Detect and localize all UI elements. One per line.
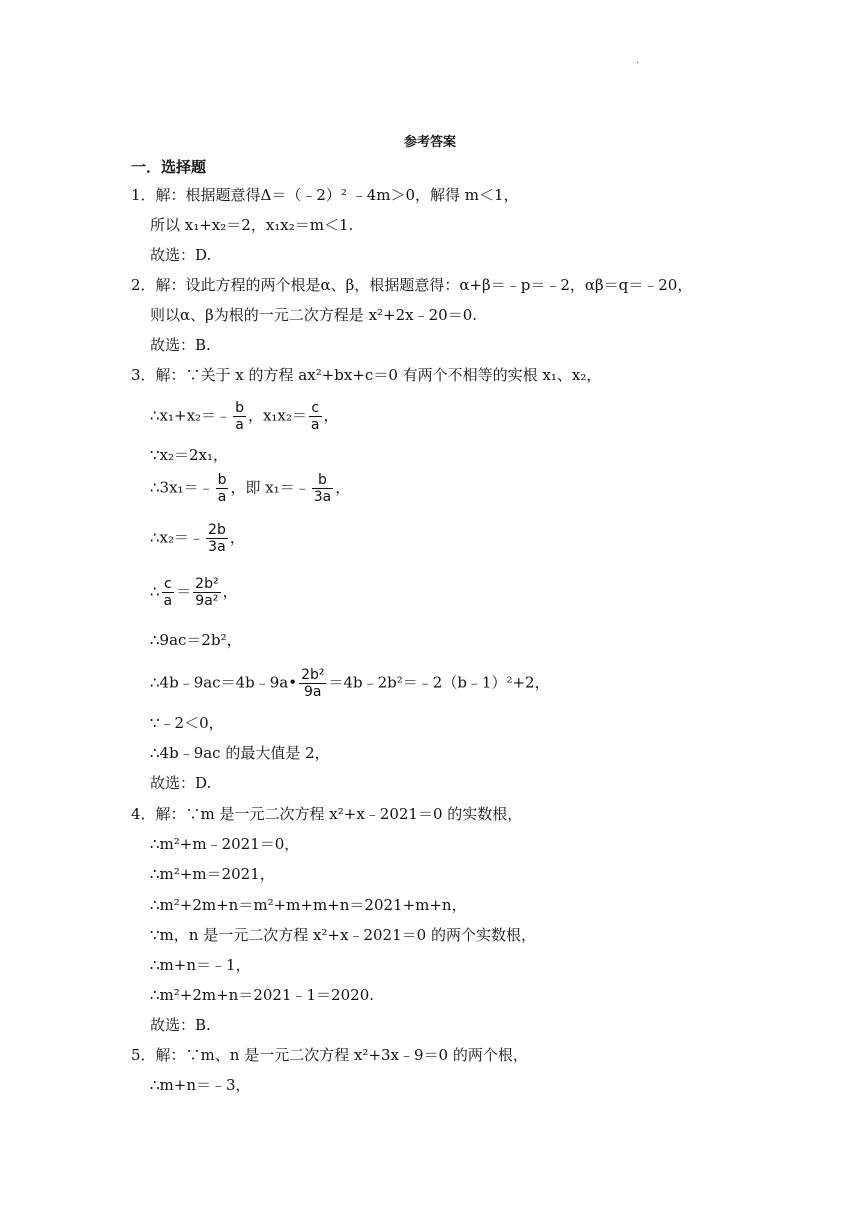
denominator: 9a² [195, 593, 219, 609]
q4-line3: ∴m²+m＝2021， [150, 865, 275, 883]
header-mark: · [636, 58, 640, 69]
q3-line6 [150, 576, 238, 609]
denominator: 3a [313, 489, 332, 505]
numerator: c [309, 400, 322, 417]
fraction [162, 576, 175, 609]
q1-line2: 所以 x₁+x₂＝2，x₁x₂＝m＜1. [150, 216, 354, 234]
numerator: 2b² [301, 667, 325, 683]
numerator: 2b² [195, 576, 219, 592]
q4-line1: 4．解：∵m 是一元二次方程 x²+x﹣2021＝0 的实数根， [131, 805, 523, 823]
numerator: c [162, 576, 175, 593]
q4-line2: ∴m²+m﹣2021＝0， [150, 835, 300, 853]
q3-text: ∴4b﹣9ac＝4b﹣9a• [150, 673, 298, 692]
fraction [299, 667, 326, 700]
denominator: 3a [208, 539, 226, 555]
q3-text: ， [222, 582, 238, 601]
q3-text: ∴x₂＝﹣ [150, 528, 205, 547]
fraction [193, 576, 220, 609]
numerator: b [217, 472, 227, 488]
fraction [216, 472, 229, 505]
q4-line7: ∴m²+2m+n＝2021﹣1＝2020. [150, 986, 375, 1004]
q5-line1: 5．解：∵m、n 是一元二次方程 x²+3x﹣9＝0 的两个根， [131, 1046, 528, 1064]
section-heading: 一．选择题 [131, 158, 207, 176]
q3-text: ，即 x₁＝﹣ [230, 478, 310, 497]
q3-line2 [150, 400, 339, 433]
q3-line9: ∵﹣2＜0， [150, 714, 224, 732]
q3-line8 [150, 667, 550, 700]
numerator: b [312, 472, 334, 489]
q3-text: ∴ [150, 582, 160, 601]
q3-line7: ∴9ac＝2b²， [150, 631, 242, 649]
q3-line1: 3．解：∵关于 x 的方程 ax²+bx+c＝0 有两个不相等的实根 x₁、x₂， [131, 366, 602, 384]
fraction [206, 522, 228, 555]
q4-line4: ∴m²+2m+n＝m²+m+m+n＝2021+m+n， [150, 896, 467, 914]
numerator: 2b [208, 522, 226, 538]
q2-line2: 则以α、β为根的一元二次方程是 x²+2x﹣20＝0. [150, 306, 478, 324]
denominator: a [163, 593, 173, 609]
q1-line1: 1．解：根据题意得Δ＝（﹣2）² ﹣4m＞0，解得 m＜1， [131, 186, 519, 204]
q3-text: ， [335, 478, 351, 497]
page-title: 参考答案 [403, 135, 456, 150]
q2-answer: 故选：B. [150, 336, 211, 354]
q1-answer: 故选：D. [150, 246, 212, 264]
q3-text: ＝4b﹣2b²＝﹣2（b﹣1）²+2， [328, 673, 550, 692]
q5-line2: ∴m+n＝﹣3， [150, 1076, 251, 1094]
q3-text: ＝ [176, 582, 192, 601]
q4-line5: ∵m，n 是一元二次方程 x²+x﹣2021＝0 的两个实数根， [150, 926, 536, 944]
denominator: a [235, 417, 244, 433]
q3-text: ，x₁x₂＝ [247, 406, 307, 425]
fraction [309, 400, 322, 433]
q3-text: ， [323, 406, 339, 425]
q4-answer: 故选：B. [150, 1016, 211, 1034]
fraction [233, 400, 246, 433]
q3-text: ∴x₁+x₂＝﹣ [150, 406, 232, 425]
denominator: a [310, 417, 320, 433]
denominator: a [217, 489, 227, 505]
q2-line1: 2．解：设此方程的两个根是α、β，根据题意得：α+β＝﹣p＝﹣2，αβ＝q＝﹣20， [131, 276, 693, 294]
q3-line4 [150, 472, 350, 505]
q3-line5 [150, 522, 245, 555]
fraction [312, 472, 334, 505]
numerator: b [235, 400, 244, 416]
q4-line6: ∴m+n＝﹣1， [150, 956, 251, 974]
q3-text: ∴3x₁＝﹣ [150, 478, 214, 497]
q3-line10: ∴4b﹣9ac 的最大值是 2， [150, 744, 330, 762]
q3-line3: ∵x₂＝2x₁， [150, 446, 229, 464]
q3-answer: 故选：D. [150, 774, 212, 792]
q3-text: ， [229, 528, 245, 547]
denominator: 9a [304, 684, 322, 700]
